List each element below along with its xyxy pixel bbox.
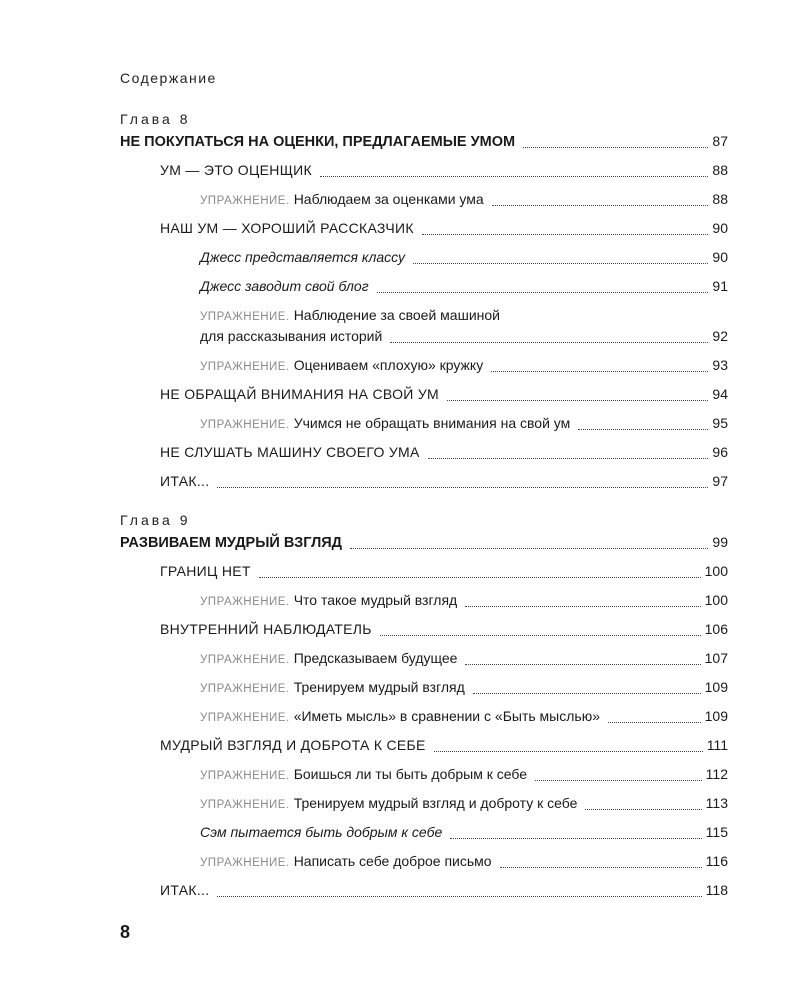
toc-exercise-row [200, 592, 728, 612]
story-title: Сэм пытается быть добрым к себе [200, 824, 443, 840]
exercise-label: УПРАЖНЕНИЕ. [200, 596, 290, 608]
dot-leader [434, 750, 703, 752]
page-ref: 106 [704, 621, 728, 637]
exercise-title: Наблюдение за своей машиной [293, 307, 500, 323]
toc-exercise-row [200, 650, 728, 670]
page-ref: 116 [705, 853, 728, 869]
dot-leader [217, 486, 708, 488]
page-ref: 107 [704, 650, 728, 666]
page-ref: 88 [712, 191, 728, 207]
exercise-title: Наблюдаем за оценками ума [293, 191, 484, 207]
page-ref: 99 [712, 534, 728, 550]
toc-section-row [160, 563, 728, 583]
page-ref: 111 [706, 737, 728, 753]
exercise-title: Учимся не обращать внимания на свой ум [293, 415, 571, 431]
dot-leader [450, 837, 701, 839]
dot-leader [578, 428, 708, 430]
dot-leader [380, 634, 701, 636]
dot-leader [465, 605, 700, 607]
dot-leader [500, 866, 702, 868]
dot-leader [523, 146, 708, 148]
section-title: ИТАК... [160, 882, 210, 898]
dot-leader [535, 779, 702, 781]
dot-leader [217, 895, 701, 897]
dot-leader [259, 576, 701, 578]
toc-exercise-row [200, 415, 728, 435]
section-title: НЕ СЛУШАТЬ МАШИНУ СВОЕГО УМА [160, 444, 420, 460]
exercise-label: УПРАЖНЕНИЕ. [200, 683, 290, 695]
page-ref: 118 [705, 882, 728, 898]
page-ref: 92 [712, 328, 728, 344]
page-ref: 93 [712, 357, 728, 373]
chapter-title: РАЗВИВАЕМ МУДРЫЙ ВЗГЛЯД [120, 535, 343, 551]
toc-story-row [200, 824, 728, 844]
toc-section-row [160, 737, 728, 757]
exercise-title-continued: для рассказывания историй [200, 328, 383, 344]
dot-leader [608, 721, 701, 723]
section-title: МУДРЫЙ ВЗГЛЯД И ДОБРОТА К СЕБЕ [160, 737, 426, 753]
toc-chapter-title-row [120, 534, 728, 554]
exercise-title: Предсказываем будущее [293, 650, 458, 666]
exercise-label: УПРАЖНЕНИЕ. [200, 712, 290, 724]
toc-exercise-row [200, 708, 728, 728]
exercise-label: УПРАЖНЕНИЕ. [200, 770, 290, 782]
toc-exercise-row [200, 853, 728, 873]
page-ref: 95 [712, 415, 728, 431]
section-title: ИТАК... [160, 473, 210, 489]
exercise-label: УПРАЖНЕНИЕ. [200, 361, 290, 373]
section-title: ГРАНИЦ НЕТ [160, 563, 251, 579]
page-ref: 96 [712, 444, 728, 460]
exercise-title: Тренируем мудрый взгляд [293, 679, 465, 695]
toc-exercise-row [200, 679, 728, 699]
exercise-title: Что такое мудрый взгляд [293, 592, 458, 608]
dot-leader [465, 663, 700, 665]
section-title: НАШ УМ — ХОРОШИЙ РАССКАЗЧИК [160, 220, 414, 236]
chapter-label: Глава 8 [120, 111, 191, 127]
toc-section-row [160, 162, 728, 182]
dot-leader [473, 692, 701, 694]
exercise-label: УПРАЖНЕНИЕ. [200, 419, 290, 431]
page-ref: 115 [705, 824, 728, 840]
toc-exercise-row-line1 [200, 307, 500, 327]
exercise-title: «Иметь мысль» в сравнении с «Быть мыслью» [293, 708, 600, 724]
page-ref: 109 [704, 708, 728, 724]
page-ref: 91 [712, 278, 728, 294]
page-ref: 100 [704, 563, 728, 579]
dot-leader [585, 808, 701, 810]
dot-leader [350, 547, 708, 549]
story-title: Джесс представляется классу [200, 249, 406, 265]
toc-exercise-row [200, 795, 728, 815]
toc-exercise-row [200, 766, 728, 786]
dot-leader [320, 175, 708, 177]
toc-section-row [160, 621, 728, 641]
toc-story-row [200, 278, 728, 298]
dot-leader [422, 233, 709, 235]
page-number: 8 [120, 922, 131, 942]
exercise-title: Оцениваем «плохую» кружку [293, 357, 484, 373]
toc-exercise-row [200, 357, 728, 377]
exercise-label: УПРАЖНЕНИЕ. [200, 654, 290, 666]
exercise-label: УПРАЖНЕНИЕ. [200, 857, 290, 869]
dot-leader [447, 399, 708, 401]
dot-leader [377, 291, 709, 293]
toc-exercise-row [200, 191, 728, 211]
exercise-title: Написать себе доброе письмо [293, 853, 492, 869]
page-ref: 109 [704, 679, 728, 695]
page-ref: 94 [712, 386, 728, 402]
page-ref: 113 [705, 795, 728, 811]
chapter-title: НЕ ПОКУПАТЬСЯ НА ОЦЕНКИ, ПРЕДЛАГАЕМЫЕ УМОМ [120, 134, 516, 150]
page-ref: 90 [712, 220, 728, 236]
page-ref: 90 [712, 249, 728, 265]
page-ref: 100 [704, 592, 728, 608]
dot-leader [428, 457, 709, 459]
story-title: Джесс заводит свой блог [200, 278, 369, 294]
exercise-label: УПРАЖНЕНИЕ. [200, 799, 290, 811]
toc-chapter-title-row [120, 133, 728, 153]
exercise-label: УПРАЖНЕНИЕ. [200, 195, 290, 207]
chapter-label: Глава 9 [120, 512, 191, 528]
toc-section-row [160, 444, 728, 464]
section-title: НЕ ОБРАЩАЙ ВНИМАНИЯ НА СВОЙ УМ [160, 386, 439, 402]
running-head: Содержание [120, 70, 217, 86]
page-ref: 112 [705, 766, 728, 782]
dot-leader [492, 204, 709, 206]
section-title: ВНУТРЕННИЙ НАБЛЮДАТЕЛЬ [160, 621, 372, 637]
page-ref: 87 [712, 133, 728, 149]
dot-leader [413, 262, 708, 264]
page-ref: 97 [712, 473, 728, 489]
toc-section-row [160, 473, 728, 493]
exercise-title: Боишься ли ты быть добрым к себе [293, 766, 528, 782]
dot-leader [390, 341, 708, 343]
toc-section-row [160, 882, 728, 902]
page-ref: 88 [712, 162, 728, 178]
toc-section-row [160, 220, 728, 240]
section-title: УМ — ЭТО ОЦЕНЩИК [160, 162, 312, 178]
toc-exercise-row-line2 [200, 328, 728, 348]
toc-story-row [200, 249, 728, 269]
exercise-title: Тренируем мудрый взгляд и доброту к себе [293, 795, 578, 811]
toc-section-row [160, 386, 728, 406]
dot-leader [491, 370, 708, 372]
exercise-label: УПРАЖНЕНИЕ. [200, 311, 290, 323]
